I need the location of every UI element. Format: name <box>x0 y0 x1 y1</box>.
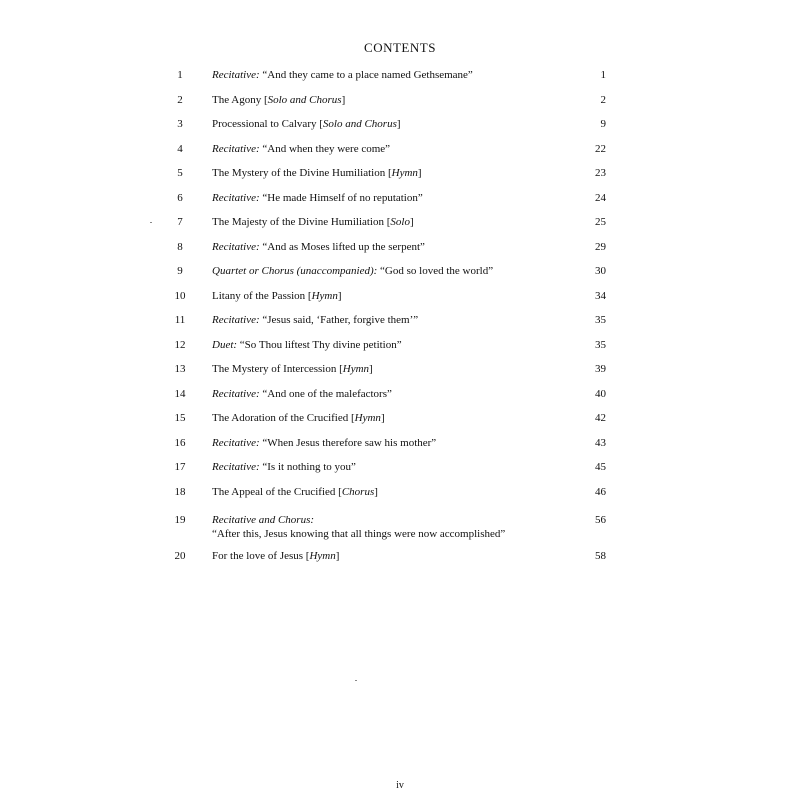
entry-page-number: 35 <box>595 314 606 326</box>
entry-title <box>212 313 602 327</box>
entry-title <box>212 411 602 425</box>
entry-number: 20 <box>174 550 186 562</box>
entry-page-number: 40 <box>595 388 606 400</box>
entry-voicing: Solo and Chorus <box>322 118 397 130</box>
entry-title <box>212 513 602 541</box>
entry-title <box>212 362 602 376</box>
entry-text: The Appeal of the Crucified [ <box>212 486 342 498</box>
entry-number: 7 <box>177 216 183 228</box>
entry-text: The Mystery of the Divine Humiliation [ <box>212 167 392 179</box>
entry-number: 9 <box>177 265 183 277</box>
entry-page-number: 29 <box>595 241 606 253</box>
entry-page-number: 24 <box>595 192 606 204</box>
entry-type-label: Recitative: <box>212 314 260 326</box>
entry-text: “And one of the malefactors” <box>259 388 392 400</box>
entry-title <box>212 68 602 82</box>
entry-page-number: 22 <box>595 143 606 155</box>
entry-page-number: 23 <box>595 167 606 179</box>
entry-number: 2 <box>177 94 183 106</box>
entry-type-label: Recitative: <box>212 69 260 81</box>
entry-voicing: Hymn <box>311 290 338 302</box>
entry-text: “And they came to a place named Gethsemane” <box>259 69 473 81</box>
entry-voicing: Hymn <box>342 363 370 375</box>
entry-page-number: 25 <box>595 216 606 228</box>
entry-bracket-close: ] <box>380 412 385 424</box>
entry-title <box>212 93 602 107</box>
entry-page-number: 9 <box>600 118 606 130</box>
entry-number: 1 <box>177 69 183 81</box>
entry-text: “God so loved the world” <box>377 265 494 277</box>
entry-title <box>212 191 602 205</box>
entry-number: 17 <box>174 461 186 473</box>
entry-title <box>212 485 602 499</box>
entry-text: The Agony [ <box>212 94 268 106</box>
entry-type-label: Recitative: <box>212 388 260 400</box>
entry-bracket-close: ] <box>409 216 414 228</box>
entry-page-number: 2 <box>600 94 606 106</box>
entry-text: The Adoration of the Crucified [ <box>212 412 355 424</box>
entry-number: 5 <box>177 167 183 179</box>
entry-title <box>212 436 602 450</box>
entry-number: 10 <box>174 290 186 302</box>
entry-text: “And when they were come” <box>259 143 391 155</box>
entry-page-number: 39 <box>595 363 606 375</box>
entry-text: “And as Moses lifted up the serpent” <box>259 241 425 253</box>
entry-number: 14 <box>174 388 186 400</box>
entry-page-number: 30 <box>595 265 606 277</box>
entry-type-label: Recitative: <box>212 192 260 204</box>
entry-title <box>212 166 602 180</box>
entry-bracket-close: ] <box>337 290 342 302</box>
entry-number: 15 <box>174 412 186 424</box>
entry-type-label: Recitative: <box>212 437 260 449</box>
entry-page-number: 45 <box>595 461 606 473</box>
entry-text: “Is it nothing to you” <box>259 461 356 473</box>
entry-bracket-close: ] <box>396 118 401 130</box>
entry-type-label: Recitative: <box>212 143 260 155</box>
entry-title <box>212 264 602 278</box>
entry-bracket-close: ] <box>335 550 340 562</box>
entry-title <box>212 240 602 254</box>
entry-text: “Jesus said, ‘Father, forgive them’” <box>259 314 419 326</box>
entry-text: “He made Himself of no reputation” <box>259 192 423 204</box>
entry-type-label: Duet: <box>212 339 238 351</box>
scan-speck <box>150 222 152 223</box>
entry-number: 4 <box>177 143 183 155</box>
entry-voicing: Hymn <box>354 412 381 424</box>
entry-text: Litany of the Passion [ <box>212 290 312 302</box>
entry-page-number: 42 <box>595 412 606 424</box>
entry-number: 3 <box>177 118 183 130</box>
entry-voicing: Solo and Chorus <box>267 94 342 106</box>
page-title: CONTENTS <box>364 40 436 55</box>
entry-bracket-close: ] <box>369 363 373 375</box>
entry-page-number: 56 <box>595 514 606 526</box>
entry-title <box>212 549 602 563</box>
entry-title <box>212 142 602 156</box>
entry-voicing: Hymn <box>309 550 336 562</box>
entry-number: 19 <box>174 514 186 526</box>
scan-speck <box>355 680 357 681</box>
entry-text: The Mystery of Intercession [ <box>212 363 343 375</box>
entry-voicing: Chorus <box>341 486 375 498</box>
entry-voicing: Solo <box>390 216 410 228</box>
entry-page-number: 34 <box>595 290 606 302</box>
entry-number: 8 <box>177 241 183 253</box>
entry-number: 6 <box>177 192 183 204</box>
entry-bracket-close: ] <box>374 486 378 498</box>
entry-number: 11 <box>174 314 186 326</box>
entry-number: 12 <box>174 339 186 351</box>
entry-page-number: 43 <box>595 437 606 449</box>
entry-page-number: 46 <box>595 486 606 498</box>
entry-title <box>212 387 602 401</box>
entry-page-number: 1 <box>600 69 606 81</box>
entry-title <box>212 460 602 474</box>
entry-title <box>212 338 602 352</box>
entry-bracket-close: ] <box>417 167 422 179</box>
entry-page-number: 35 <box>595 339 606 351</box>
entry-text: “So Thou liftest Thy divine petition” <box>237 339 402 351</box>
entry-title <box>212 117 602 131</box>
entry-text-second-line: “After this, Jesus knowing that all things were now accomplished” <box>212 528 506 540</box>
entry-text: The Majesty of the Divine Humiliation [ <box>212 216 391 228</box>
entry-number: 16 <box>174 437 186 449</box>
entry-title <box>212 289 602 303</box>
entry-page-number: 58 <box>595 550 606 562</box>
entry-title <box>212 215 602 229</box>
entry-text: “When Jesus therefore saw his mother” <box>259 437 437 449</box>
entry-type-label: Recitative and Chorus: <box>212 514 315 526</box>
entry-text: For the love of Jesus [ <box>212 550 310 562</box>
entry-number: 18 <box>174 486 186 498</box>
entry-type-label: Recitative: <box>212 461 260 473</box>
entry-number: 13 <box>174 363 186 375</box>
entry-bracket-close: ] <box>341 94 346 106</box>
entry-text: Processional to Calvary [ <box>212 118 323 130</box>
page-number-footer: iv <box>396 780 404 791</box>
entry-type-label: Quartet or Chorus (unaccompanied): <box>212 265 378 277</box>
entry-type-label: Recitative: <box>212 241 260 253</box>
entry-voicing: Hymn <box>391 167 418 179</box>
